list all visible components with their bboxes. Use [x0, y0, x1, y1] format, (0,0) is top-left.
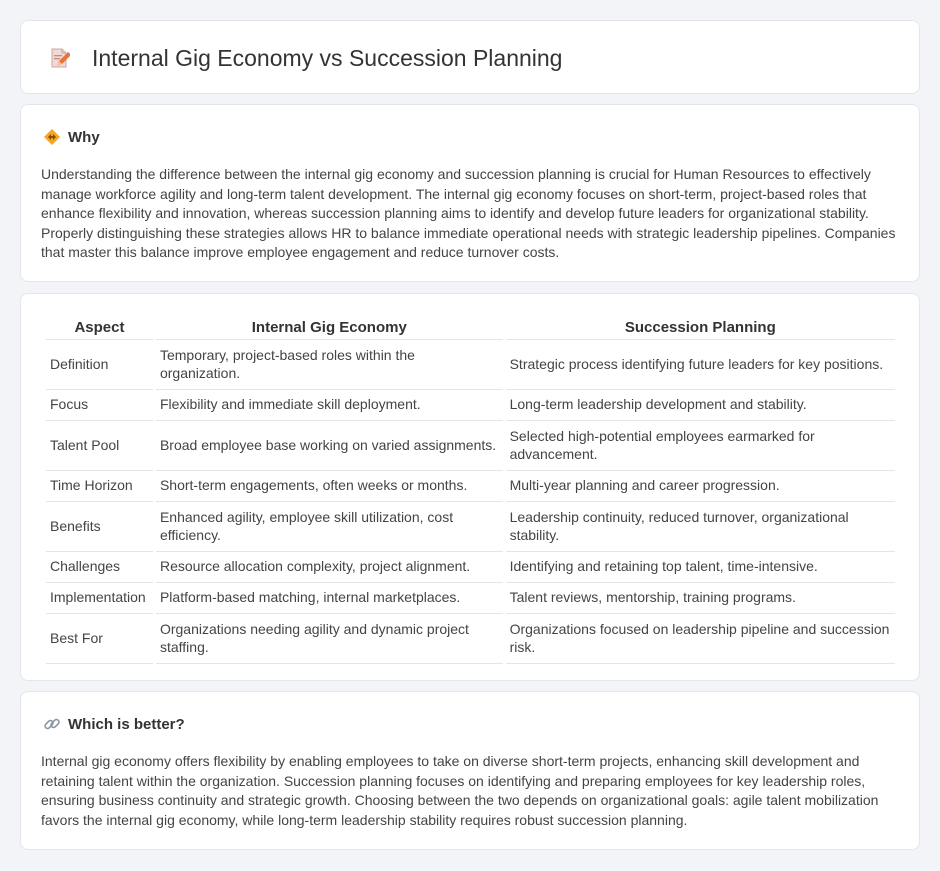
- table-cell: Identifying and retaining top talent, time-intensive.: [506, 552, 895, 583]
- table-cell: Flexibility and immediate skill deployment.: [156, 390, 503, 421]
- table-cell: Strategic process identifying future leaders for key positions.: [506, 340, 895, 390]
- table-cell-aspect: Benefits: [46, 502, 153, 552]
- diamond-arrows-icon: [43, 128, 61, 146]
- table-row: [46, 471, 895, 502]
- better-body: Internal gig economy offers flexibility by enabling employees to take on diverse short-term projects, enhancing skill development and retaining talent within the organization. Succession planning focuses on identifying and preparing employees for key leadership roles, ensuring business continuity and strategic growth. Choosing between the two depends on organizational goals: agile talent mobilization favors the internal gig economy, while long-term leadership stability requires robust succession planning.: [41, 753, 879, 828]
- table-header: Succession Planning: [506, 314, 895, 340]
- table-row: [46, 340, 895, 390]
- table-cell-aspect: Time Horizon: [46, 471, 153, 502]
- table-cell-aspect: Focus: [46, 390, 153, 421]
- table-cell-aspect: Talent Pool: [46, 421, 153, 471]
- table-cell: Broad employee base working on varied assignments.: [156, 421, 503, 471]
- why-heading: [43, 128, 100, 146]
- table-header: Internal Gig Economy: [156, 314, 503, 340]
- table-cell: Leadership continuity, reduced turnover, organizational stability.: [506, 502, 895, 552]
- link-icon: [43, 715, 61, 733]
- table-cell: Organizations focused on leadership pipeline and succession risk.: [506, 614, 895, 664]
- table-cell-aspect: Challenges: [46, 552, 153, 583]
- table-row: [46, 502, 895, 552]
- table-row: [46, 614, 895, 664]
- table-header: Aspect: [46, 314, 153, 340]
- comparison-table: [43, 314, 898, 664]
- table-header-row: [46, 314, 895, 340]
- table-row: [46, 552, 895, 583]
- table-cell-aspect: Definition: [46, 340, 153, 390]
- why-body: Understanding the difference between the internal gig economy and succession planning is crucial for Human Resources to effectively manage workforce agility and long-term talent development. The internal gig economy focuses on short-term, project-based roles that enhance flexibility and innovation, whereas succession planning aims to identify and develop future leaders for organizational stability. Properly distinguishing these strategies allows HR to balance immediate operational needs with strategic leadership pipelines. Companies that master this balance improve employee engagement and reduce turnover costs.: [41, 166, 896, 261]
- why-section: [20, 104, 920, 282]
- table-cell: Multi-year planning and career progression.: [506, 471, 895, 502]
- why-title: Why: [68, 128, 100, 146]
- table-cell: Resource allocation complexity, project alignment.: [156, 552, 503, 583]
- table-cell: Short-term engagements, often weeks or months.: [156, 471, 503, 502]
- table-row: [46, 421, 895, 471]
- table-cell: Enhanced agility, employee skill utilization, cost efficiency.: [156, 502, 503, 552]
- table-cell: Platform-based matching, internal marketplaces.: [156, 583, 503, 614]
- page-title: Internal Gig Economy vs Succession Planning: [92, 45, 563, 71]
- table-row: [46, 583, 895, 614]
- table-cell: Selected high-potential employees earmarked for advancement.: [506, 421, 895, 471]
- title-card: [20, 20, 920, 94]
- table-cell-aspect: Best For: [46, 614, 153, 664]
- table-cell: Long-term leadership development and stability.: [506, 390, 895, 421]
- table-row: [46, 390, 895, 421]
- table-cell-aspect: Implementation: [46, 583, 153, 614]
- which-better-section: [20, 691, 920, 850]
- table-cell: Organizations needing agility and dynamic project staffing.: [156, 614, 503, 664]
- document-pencil-icon: [48, 47, 70, 69]
- table-cell: Temporary, project-based roles within the organization.: [156, 340, 503, 390]
- better-title: Which is better?: [68, 715, 185, 733]
- comparison-card: [20, 293, 920, 681]
- better-heading: [43, 715, 185, 733]
- table-cell: Talent reviews, mentorship, training programs.: [506, 583, 895, 614]
